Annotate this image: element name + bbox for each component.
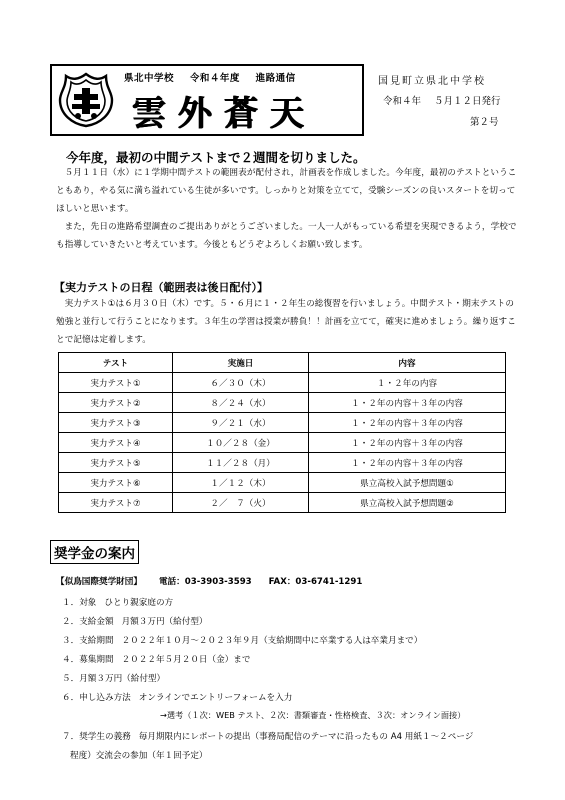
subtitle-school: 県北中学校 [124,73,175,84]
foundation-contact [56,575,376,587]
item-value: ２０２２年５月２０日（金）まで [121,655,251,665]
cell-content: １・２年の内容＋３年の内容 [309,393,506,413]
item-label: ７．奨学生の義務 [62,732,131,742]
selection-process: →選考（１次：WEB テスト、２次：書類審査・性格検査、３次：オンライン面接） [160,710,466,720]
cell-date: １１／２８（月） [173,453,309,473]
table-row [59,433,506,453]
cell-content: １・２年の内容＋３年の内容 [309,453,506,473]
cell-test: 実力テスト④ [59,433,173,453]
cell-content: 県立高校入試予想問題① [309,473,506,493]
list-item [62,596,173,608]
cell-date: ９／２１（水） [173,413,309,433]
foundation-phone: 電話：03-3903-3593 [158,577,252,587]
subtitle-type: 進路通信 [255,73,296,84]
issue-year: 令和４年 [383,96,422,107]
list-item [62,730,473,742]
scholarship-heading: 奨学金の案内 [50,540,139,564]
cell-test: 実力テスト⑤ [59,453,173,473]
item-label: １．対象 [62,598,97,608]
list-item [62,634,422,646]
table-row [59,453,506,473]
list-item [62,672,173,684]
table-row [59,473,506,493]
table-row [59,413,506,433]
item-value: ひとり親家庭の方 [104,598,174,608]
table-header-row [59,353,506,373]
newsletter-title: 雲外蒼天 [132,94,316,134]
subtitle-year: 令和４年度 [189,73,240,84]
list-item [62,691,292,703]
cell-date: １０／２８（金） [173,433,309,453]
table-row [59,393,506,413]
foundation-name: 【似鳥国際奨学財団】 [56,577,142,587]
item-label: ３．支給期間 [62,636,114,646]
item-label: ４．募集期間 [62,655,114,665]
cell-date: ８／２４（水） [173,393,309,413]
schedule-heading: 【実力テストの日程（範囲表は後日配付）】 [54,281,269,294]
intro-paragraph-2: また，先日の進路希望調査のご提出ありがとうございました。一人一人がもっている希望を実現できるよう，学校でも指導していきたいと考えています。今後ともどうぞよろしくお願い致します。 [56,222,517,250]
school-name: 国見町立県北中学校 [378,76,486,87]
col-test: テスト [59,353,173,373]
foundation-fax: FAX：03-6741-1291 [268,577,363,587]
cell-test: 実力テスト③ [59,413,173,433]
item-label: ２．支給金額 [62,617,114,627]
newsletter-subtitle [124,70,308,84]
cell-content: １・２年の内容＋３年の内容 [309,433,506,453]
cell-date: ２／ ７（火） [173,493,309,513]
cell-content: １・２年の内容 [309,373,506,393]
schedule-paragraph: 実力テスト①は６月３０日（木）です。５・６月に１・２年生の総復習を行いましょう。中間テスト・期末テストの勉強と並行して行うことになります。３年生の学習は授業が勝負！！計画を立てて，確実に進めましょう。繰り返すことで記憶は定着します。 [56,299,516,345]
issue-day: ５月１２日発行 [434,96,501,107]
intro-paragraph-1: ５月１１日（水）に１学期中間テストの範囲表が配付され，計画表を作成しました。今年度，最初のテストということもあり，やる気に満ち溢れている生徒が多いです。しっかりと対策を立てて，受験シーズンの良いスタートを切ってほしいと思います。 [56,168,517,214]
intro-heading: 今年度，最初の中間テストまで２週間を切りました。 [66,150,366,165]
table-row [59,373,506,393]
item-value: 月額３万円（給付型） [121,617,208,627]
issue-number: 第２号 [470,117,499,128]
item-value: ２０２２年１０月～２０２３年９月（支給期間中に卒業する人は卒業月まで） [121,636,423,646]
item-label: ６．申し込み方法 [62,693,131,703]
cell-date: ６／３０（木） [173,373,309,393]
list-item [62,653,251,665]
cell-test: 実力テスト⑦ [59,493,173,513]
item-7-continuation: 程度）交流会の参加（年１回予定） [70,751,208,761]
cell-test: 実力テスト② [59,393,173,413]
issue-date [383,93,511,107]
cell-test: 実力テスト⑥ [59,473,173,493]
cell-content: 県立高校入試予想問題② [309,493,506,513]
school-crest-icon [56,70,116,130]
list-item [62,615,208,627]
cell-date: １／１２（木） [173,473,309,493]
cell-test: 実力テスト① [59,373,173,393]
item-value: 毎月期限内にレポートの提出（事務局配信のテーマに沿ったもの A4 用紙１～２ページ [138,732,474,742]
test-schedule-table [58,352,506,513]
item-label: ５．月額３万円（給付型） [62,674,166,684]
item-value: オンラインでエントリーフォームを入力 [138,693,293,703]
col-date: 実施日 [173,353,309,373]
table-row [59,493,506,513]
cell-content: １・２年の内容＋３年の内容 [309,413,506,433]
col-content: 内容 [309,353,506,373]
